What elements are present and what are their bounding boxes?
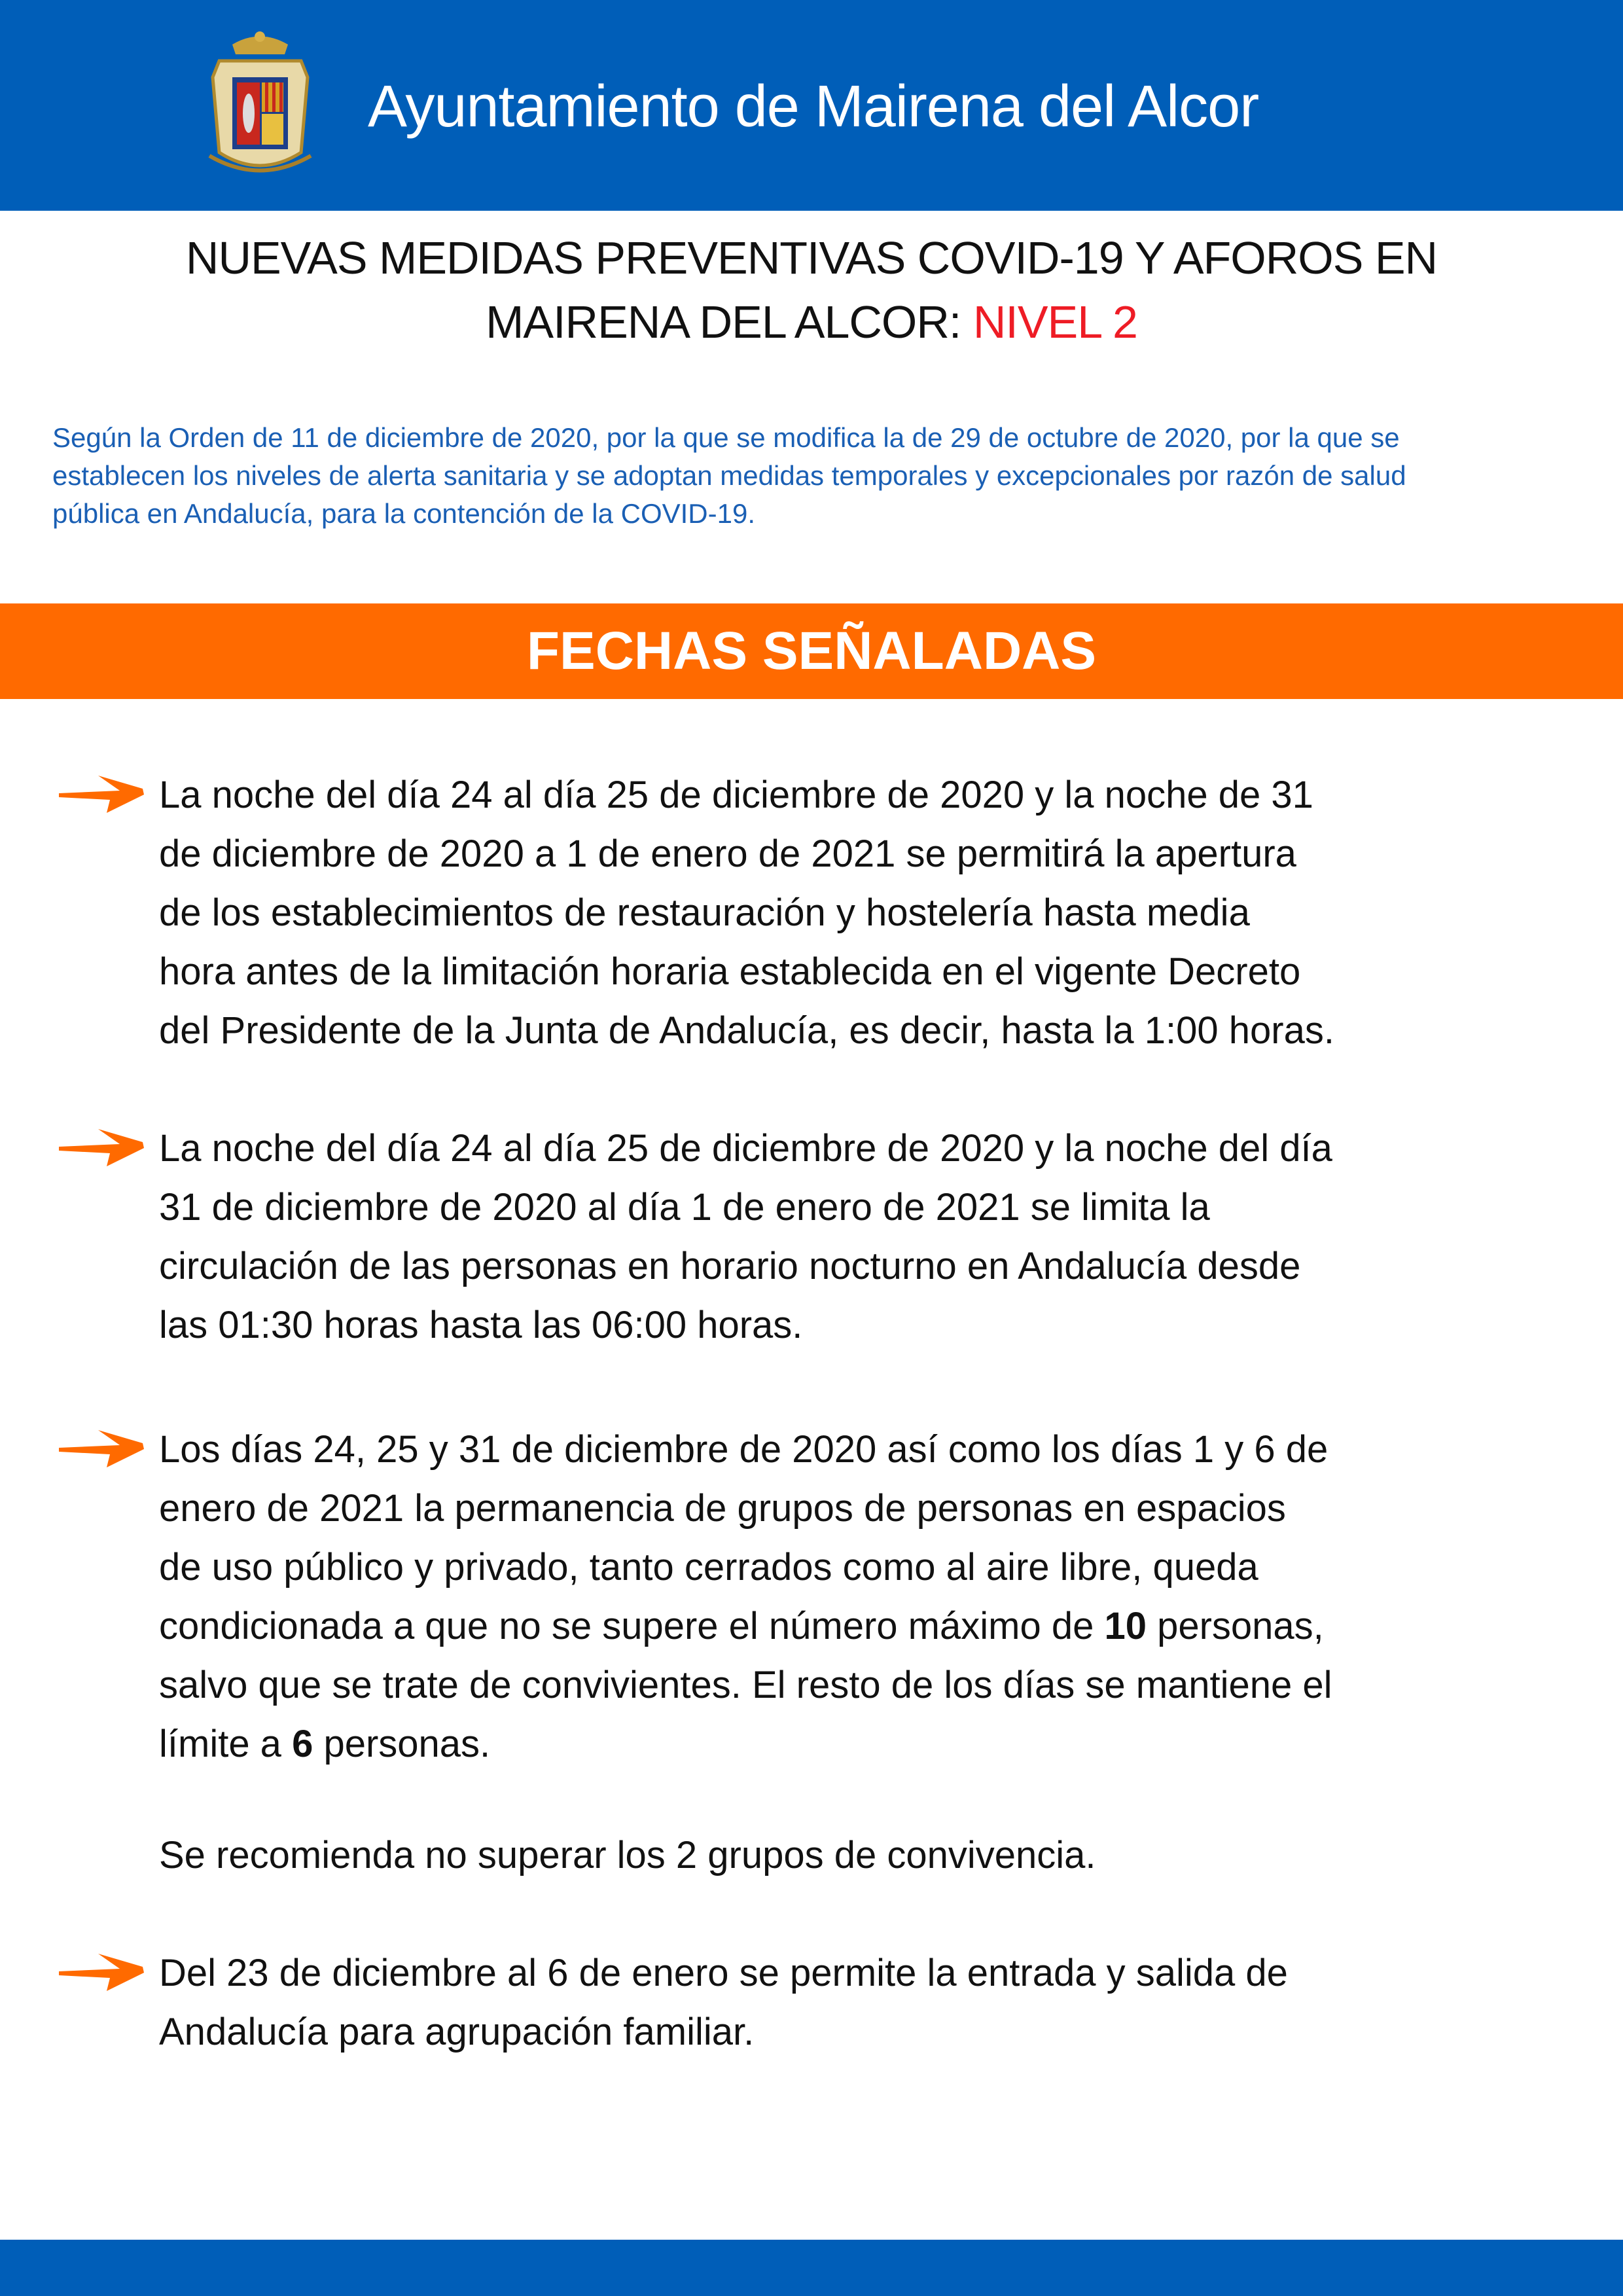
alert-level: NIVEL 2 <box>972 296 1137 348</box>
measure-item <box>159 1944 1288 2062</box>
intro-line: Según la Orden de 11 de diciembre de 2020, por la que se modifica la de 29 de octubre de 2020, por la que se <box>52 422 1400 453</box>
measure-item <box>159 766 1334 1060</box>
header-bar <box>0 0 1623 211</box>
measure-line <box>159 1420 1332 1479</box>
emphasis-number: 6 <box>292 1723 313 1765</box>
text-segment: circulación de las personas en horario nocturno en Andalucía desde <box>159 1245 1301 1287</box>
text-segment: Se recomienda no superar los 2 grupos de convivencia. <box>159 1834 1096 1876</box>
measure-line <box>159 1479 1332 1538</box>
text-segment: enero de 2021 la permanencia de grupos de personas en espacios <box>159 1487 1286 1530</box>
measure-line <box>159 825 1334 884</box>
text-segment: de uso público y privado, tanto cerrados como al aire libre, queda <box>159 1546 1258 1588</box>
measure-line <box>159 1538 1332 1597</box>
text-segment: La noche del día 24 al día 25 de diciembre de 2020 y la noche de 31 <box>159 774 1313 816</box>
intro-line: establecen los niveles de alerta sanitaria y se adoptan medidas temporales y excepcionales por razón de salud <box>52 460 1406 491</box>
text-segment: de diciembre de 2020 a 1 de enero de 2021 se permitirá la apertura <box>159 833 1296 875</box>
measure-line <box>159 1597 1332 1656</box>
measure-line <box>159 766 1334 825</box>
legal-reference <box>52 419 1584 533</box>
measure-line <box>159 884 1334 942</box>
measure-line <box>159 942 1334 1001</box>
text-segment: hora antes de la limitación horaria establecida en el vigente Decreto <box>159 950 1301 993</box>
measure-line <box>159 1944 1288 2003</box>
measure-item <box>159 1119 1332 1355</box>
measure-item <box>159 1826 1096 1885</box>
arrow-bullet-icon <box>58 1427 146 1473</box>
intro-line: pública en Andalucía, para la contención de la COVID-19. <box>52 498 756 529</box>
text-segment: salvo que se trate de convivientes. El resto de los días se mantiene el <box>159 1664 1332 1706</box>
section-title: FECHAS SEÑALADAS <box>526 621 1097 681</box>
site-title: Ayuntamiento de Mairena del Alcor <box>368 74 1259 139</box>
measure-line <box>159 1715 1332 1774</box>
measure-line <box>159 2003 1288 2062</box>
text-segment: personas, <box>1146 1605 1324 1647</box>
arrow-bullet-icon <box>58 772 146 818</box>
title-line-2 <box>0 290 1623 354</box>
text-segment: 31 de diciembre de 2020 al día 1 de enero de 2021 se limita la <box>159 1186 1210 1229</box>
footer-bar <box>0 2240 1623 2296</box>
text-segment: las 01:30 horas hasta las 06:00 horas. <box>159 1304 803 1346</box>
measure-line <box>159 1119 1332 1178</box>
title-line-1: NUEVAS MEDIDAS PREVENTIVAS COVID-19 Y AFOROS EN <box>185 232 1438 283</box>
text-segment: La noche del día 24 al día 25 de diciembre de 2020 y la noche del día <box>159 1127 1332 1170</box>
text-segment: personas. <box>313 1723 491 1765</box>
section-banner <box>0 603 1623 699</box>
text-segment: de los establecimientos de restauración y hostelería hasta media <box>159 891 1250 934</box>
text-segment: Andalucía para agrupación familiar. <box>159 2011 755 2053</box>
measure-line <box>159 1001 1334 1060</box>
measure-item <box>159 1420 1332 1774</box>
measure-line <box>159 1178 1332 1237</box>
text-segment: condicionada a que no se supere el número máximo de <box>159 1605 1105 1647</box>
title-prefix: MAIRENA DEL ALCOR: <box>486 296 973 348</box>
text-segment: del Presidente de la Junta de Andalucía, es decir, hasta la 1:00 horas. <box>159 1009 1334 1052</box>
emphasis-number: 10 <box>1104 1605 1147 1647</box>
measure-line <box>159 1656 1332 1715</box>
arrow-bullet-icon <box>58 1126 146 1172</box>
measure-line <box>159 1237 1332 1296</box>
text-segment: Del 23 de diciembre al 6 de enero se permite la entrada y salida de <box>159 1952 1288 1994</box>
measure-line <box>159 1826 1096 1885</box>
page-title <box>0 226 1623 354</box>
text-segment: límite a <box>159 1723 293 1765</box>
coat-of-arms-logo <box>196 25 324 179</box>
measure-line <box>159 1296 1332 1355</box>
arrow-bullet-icon <box>58 1950 146 1996</box>
text-segment: Los días 24, 25 y 31 de diciembre de 2020 así como los días 1 y 6 de <box>159 1428 1329 1471</box>
